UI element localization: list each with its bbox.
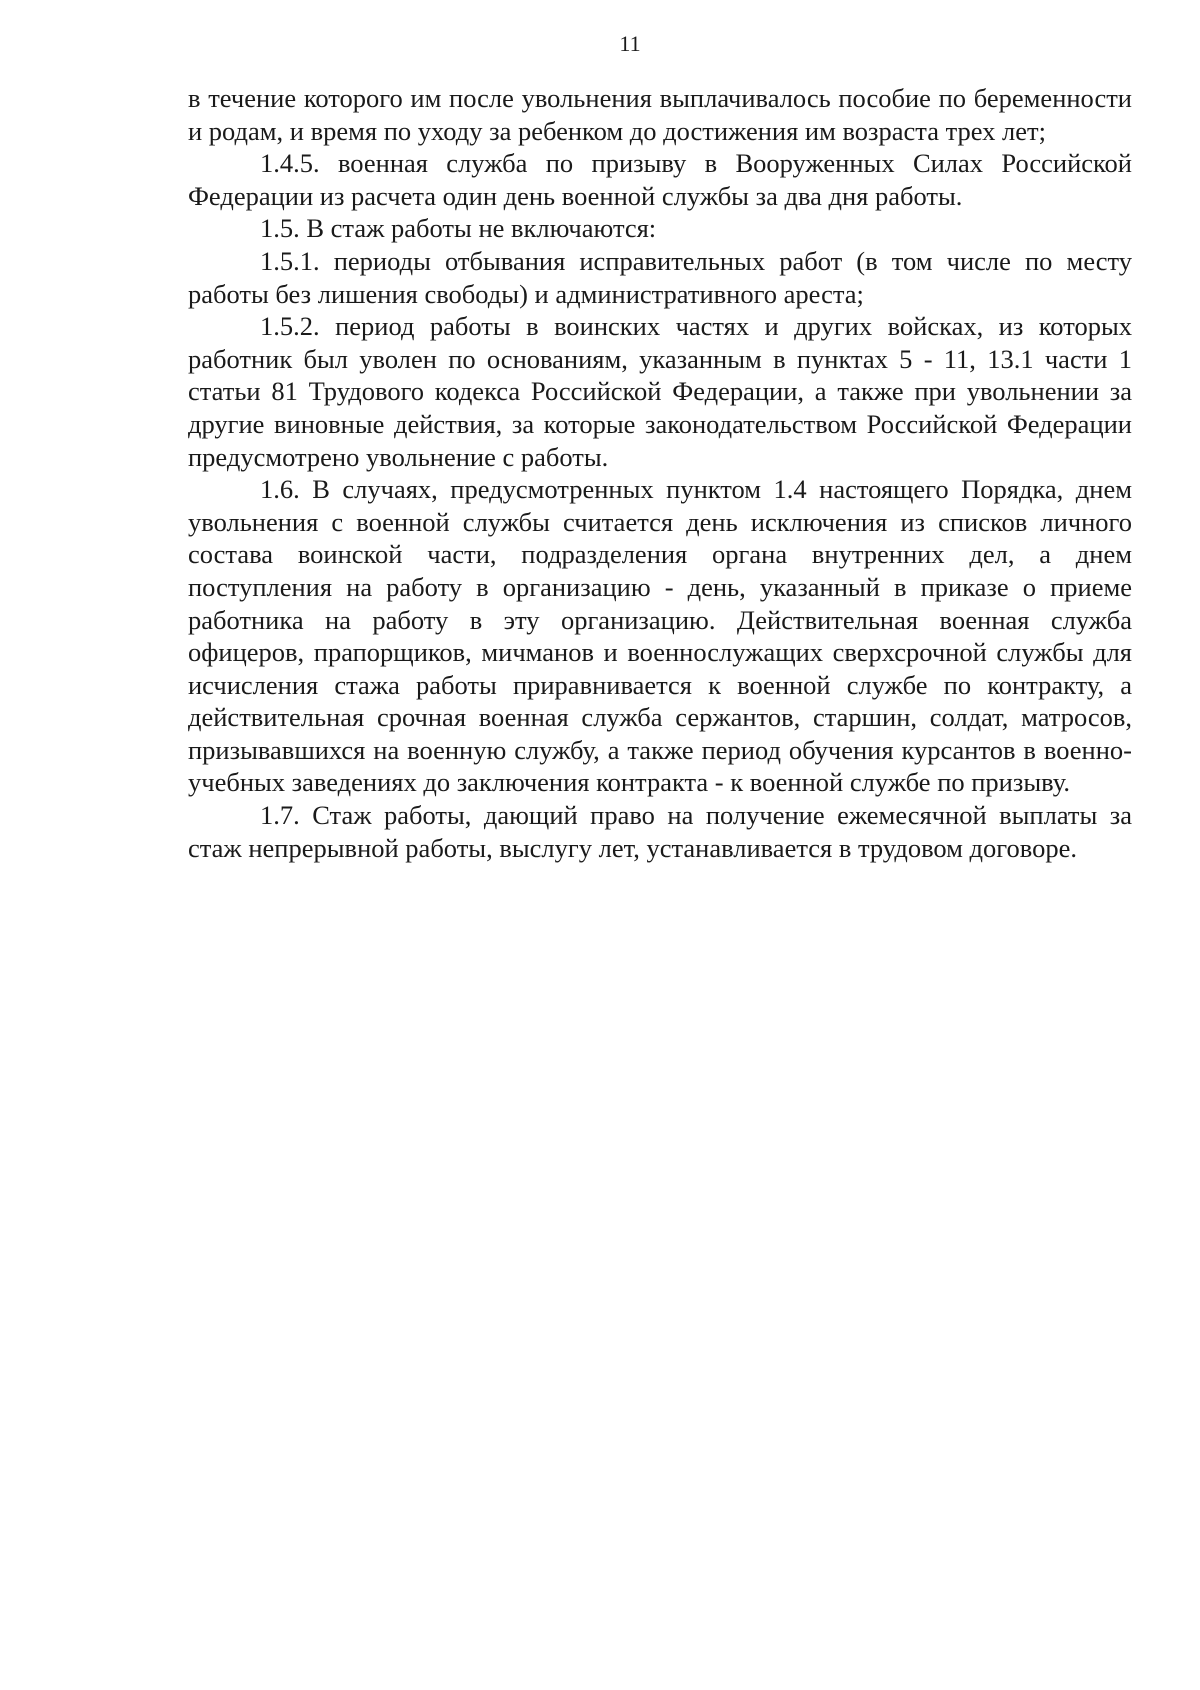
paragraph-1-6: 1.6. В случаях, предусмотренных пунктом 1.4 настоящего Порядка, днем увольнения с военной службы считается день исключения из списков личного состава воинской части, подразделения органа внутренних дел, а днем поступления на работу в организацию - день, указанный в приказе о приеме работника на работу в эту организацию. Действительная военная служба офицеров, прапорщиков, мичманов и военнослужащих сверхсрочной службы для исчисления стажа работы приравнивается к военной службе по контракту, а действительная срочная военная служба сержантов, старшин, солдат, матросов, призывавшихся на военную службу, а также период обучения курсантов в военно-учебных заведениях до заключения контракта - к военной службе по призыву. — [188, 474, 1132, 798]
paragraph-1-5-1: 1.5.1. периоды отбывания исправительных работ (в том числе по месту работы без лишения свободы) и административного ареста; — [188, 245, 1132, 309]
paragraph-1-5: 1.5. В стаж работы не включаются: — [260, 213, 657, 244]
paragraph-1-5-2: 1.5.2. период работы в воинских частях и других войсках, из которых работник был уволен по основаниям, указанным в пунктах 5 - 11, 13.1 части 1 статьи 81 Трудового кодекса Российской Федерации, а также при увольнении за другие виновные действия, за которые законодательством Российской Федерации предусмотрено увольнение с работы. — [188, 311, 1132, 472]
paragraph-continuation: в течение которого им после увольнения выплачивалось пособие по беременности и родам, и время по уходу за ребенком до достижения им возраста трех лет; — [188, 83, 1132, 146]
paragraph-1-4-5: 1.4.5. военная служба по призыву в Вооруженных Силах Российской Федерации из расчета один день военной службы за два дня работы. — [188, 148, 1132, 211]
document-body — [188, 82, 1132, 864]
page-number: 11 — [619, 31, 641, 56]
paragraph-1-7: 1.7. Стаж работы, дающий право на получение ежемесячной выплаты за стаж непрерывной работы, выслугу лет, устанавливается в трудовом договоре. — [188, 800, 1132, 863]
